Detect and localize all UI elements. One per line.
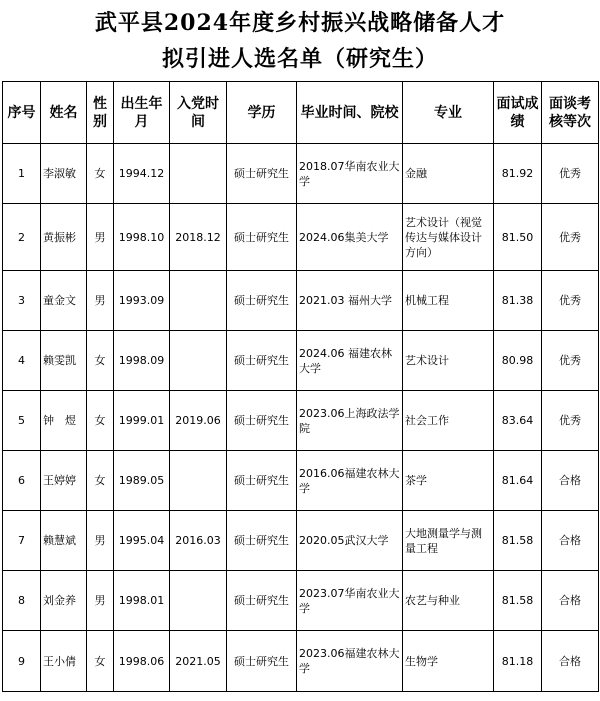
header-birth: 出生年月 [114,82,170,144]
table-row [3,331,599,391]
cell-score: 81.50 [494,204,542,271]
cell-name: 钟 煜 [41,391,87,451]
cell-education: 硕士研究生 [227,391,297,451]
cell-seq: 9 [3,631,41,692]
table-row [3,144,599,204]
cell-party [170,144,227,204]
cell-birth: 1998.10 [114,204,170,271]
cell-party: 2016.03 [170,511,227,571]
cell-sex: 男 [87,204,114,271]
cell-major: 生物学 [403,631,494,692]
cell-name: 童金文 [41,271,87,331]
cell-grade: 优秀 [542,271,599,331]
cell-party: 2019.06 [170,391,227,451]
cell-score: 81.38 [494,271,542,331]
cell-seq: 5 [3,391,41,451]
cell-sex: 女 [87,451,114,511]
header-seq: 序号 [3,82,41,144]
table-row [3,391,599,451]
header-sex: 性别 [87,82,114,144]
cell-graduation: 2021.03 福州大学 [297,271,403,331]
cell-grade: 合格 [542,571,599,631]
cell-seq: 6 [3,451,41,511]
cell-sex: 男 [87,571,114,631]
table-row [3,451,599,511]
cell-education: 硕士研究生 [227,451,297,511]
cell-major: 机械工程 [403,271,494,331]
header-party: 入党时间 [170,82,227,144]
cell-party [170,271,227,331]
cell-sex: 男 [87,511,114,571]
cell-education: 硕士研究生 [227,331,297,391]
cell-birth: 1998.01 [114,571,170,631]
cell-name: 赖雯凯 [41,331,87,391]
header-graduation: 毕业时间、院校 [297,82,403,144]
cell-graduation: 2023.06上海政法学院 [297,391,403,451]
cell-score: 81.18 [494,631,542,692]
cell-sex: 女 [87,144,114,204]
table-row [3,511,599,571]
cell-education: 硕士研究生 [227,571,297,631]
cell-graduation: 2023.07华南农业大学 [297,571,403,631]
cell-score: 81.92 [494,144,542,204]
cell-major: 金融 [403,144,494,204]
cell-grade: 优秀 [542,391,599,451]
cell-education: 硕士研究生 [227,204,297,271]
cell-education: 硕士研究生 [227,631,297,692]
cell-party [170,331,227,391]
cell-grade: 优秀 [542,204,599,271]
cell-sex: 女 [87,631,114,692]
cell-graduation: 2016.06福建农林大学 [297,451,403,511]
cell-sex: 女 [87,391,114,451]
cell-name: 李淑敏 [41,144,87,204]
cell-score: 81.64 [494,451,542,511]
cell-score: 80.98 [494,331,542,391]
cell-grade: 优秀 [542,144,599,204]
cell-major: 艺术设计（视觉传达与媒体设计方向） [403,204,494,271]
cell-party [170,451,227,511]
cell-score: 81.58 [494,511,542,571]
cell-major: 社会工作 [403,391,494,451]
cell-seq: 2 [3,204,41,271]
cell-name: 王小倩 [41,631,87,692]
cell-education: 硕士研究生 [227,144,297,204]
cell-grade: 合格 [542,451,599,511]
cell-graduation: 2018.07华南农业大学 [297,144,403,204]
table-row [3,204,599,271]
header-assessment: 面谈考核等次 [542,82,599,144]
page-subtitle: 拟引进人选名单（研究生） [161,46,438,72]
cell-grade: 合格 [542,631,599,692]
cell-name: 黄振彬 [41,204,87,271]
cell-major: 大地测量学与测量工程 [403,511,494,571]
cell-major: 艺术设计 [403,331,494,391]
cell-major: 茶学 [403,451,494,511]
cell-birth: 1999.01 [114,391,170,451]
cell-name: 赖慧斌 [41,511,87,571]
cell-sex: 男 [87,271,114,331]
cell-graduation: 2023.06福建农林大学 [297,631,403,692]
cell-birth: 1993.09 [114,271,170,331]
cell-grade: 优秀 [542,331,599,391]
header-education: 学历 [227,82,297,144]
cell-name: 王婷婷 [41,451,87,511]
cell-birth: 1998.06 [114,631,170,692]
cell-seq: 3 [3,271,41,331]
cell-seq: 7 [3,511,41,571]
header-score: 面试成绩 [494,82,542,144]
header-name: 姓名 [41,82,87,144]
cell-score: 81.58 [494,571,542,631]
header-major: 专业 [403,82,494,144]
cell-party: 2018.12 [170,204,227,271]
cell-seq: 4 [3,331,41,391]
cell-score: 83.64 [494,391,542,451]
cell-graduation: 2024.06集美大学 [297,204,403,271]
table-row [3,571,599,631]
cell-birth: 1994.12 [114,144,170,204]
cell-seq: 1 [3,144,41,204]
cell-graduation: 2020.05武汉大学 [297,511,403,571]
cell-grade: 合格 [542,511,599,571]
cell-major: 农艺与种业 [403,571,494,631]
cell-sex: 女 [87,331,114,391]
cell-birth: 1995.04 [114,511,170,571]
cell-education: 硕士研究生 [227,271,297,331]
cell-seq: 8 [3,571,41,631]
cell-birth: 1998.09 [114,331,170,391]
cell-party [170,571,227,631]
cell-party: 2021.05 [170,631,227,692]
page-title: 武平县2024年度乡村振兴战略储备人才 [94,10,506,36]
cell-education: 硕士研究生 [227,511,297,571]
cell-name: 刘金养 [41,571,87,631]
table-header-row [3,82,599,144]
candidate-table [2,81,599,692]
table-row [3,631,599,692]
table-row [3,271,599,331]
cell-birth: 1989.05 [114,451,170,511]
cell-graduation: 2024.06 福建农林大学 [297,331,403,391]
